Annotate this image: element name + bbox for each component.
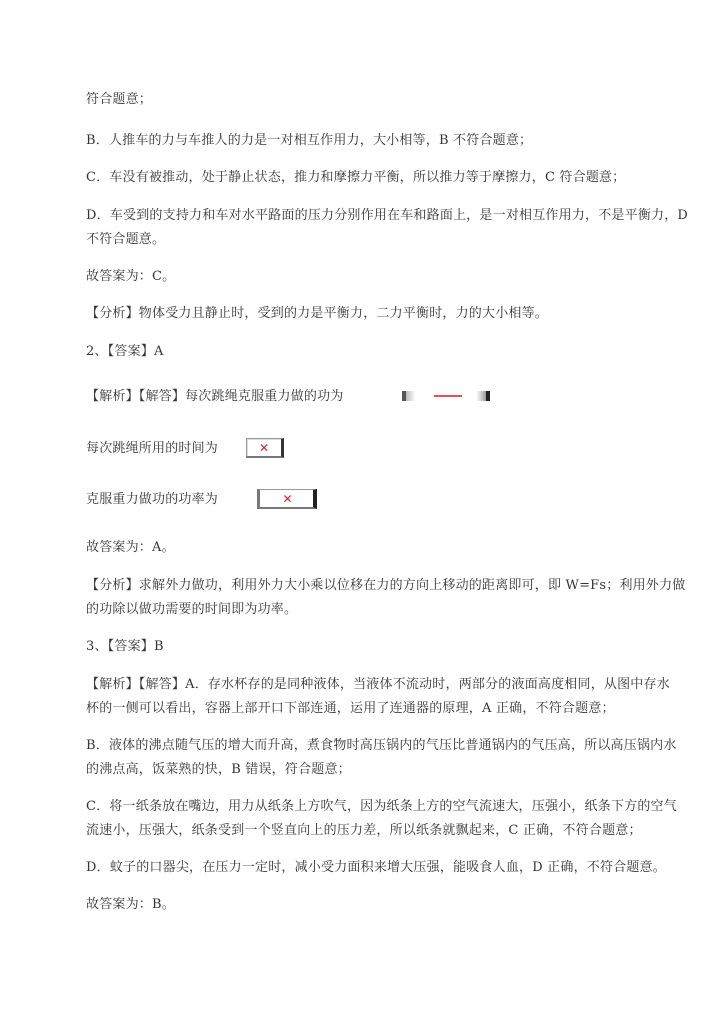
broken-image-mark — [434, 395, 462, 397]
q1-option-d-line1: D．车受到的支持力和车对水平路面的压力分别作用在车和路面上，是一对相互作用力，不是平衡力，D — [86, 208, 689, 223]
q3-answer-heading: 3、【答案】B — [86, 639, 164, 654]
q3-option-b-line1: B．液体的沸点随气压的增大而升高，煮食物时高压锅内的气压比普通锅内的气压高，所以高压锅内水 — [86, 738, 677, 753]
broken-image-icon — [257, 489, 317, 509]
q1-option-a-tail: 符合题意； — [86, 92, 153, 107]
broken-image-icon — [402, 391, 490, 401]
q1-option-c: C．车没有被推动，处于静止状态，推力和摩擦力平衡，所以推力等于摩擦力，C 符合题意； — [86, 170, 626, 185]
q1-option-d-line2: 不符合题意。 — [86, 232, 166, 247]
q1-analysis: 【分析】物体受力且静止时，受到的力是平衡力，二力平衡时，力的大小相等。 — [86, 306, 549, 321]
q3-option-a-line2: 杯的一侧可以看出，容器上部开口下部连通，运用了连通器的原理，A 正确，不符合题意； — [86, 701, 615, 716]
q2-power-line: 克服重力做功的功率为 — [86, 492, 219, 507]
red-x-icon: ✕ — [258, 440, 270, 455]
q2-work-line: 【解析】【解答】每次跳绳克服重力做的功为 — [86, 389, 344, 404]
q3-option-b-line2: 的沸点高，饭菜熟的快，B 错误，符合题意； — [86, 762, 351, 777]
red-x-icon: ✕ — [282, 491, 291, 506]
q3-conclusion: 故答案为：B。 — [86, 897, 175, 912]
q3-option-d: D．蚊子的口器尖，在压力一定时，减小受力面积来增大压强，能吸食人血，D 正确，不符合题意。 — [86, 860, 666, 875]
q2-conclusion: 故答案为：A。 — [86, 540, 175, 555]
q1-option-b: B．人推车的力与车推人的力是一对相互作用力，大小相等，B 不符合题意； — [86, 133, 533, 148]
q3-option-a-line1: 【解析】【解答】A．存水杯存的是同种液体，当液体不流动时，两部分的液面高度相同，从图中存水 — [86, 677, 670, 692]
q2-analysis-line2: 的功除以做功需要的时间即为功率。 — [86, 602, 298, 617]
q3-option-c-line2: 流速小，压强大，纸条受到一个竖直向上的压力差，所以纸条就飘起来，C 正确，不符合题意； — [86, 823, 642, 838]
q1-conclusion: 故答案为：C。 — [86, 269, 176, 284]
q2-analysis-line1: 【分析】求解外力做功，利用外力大小乘以位移在力的方向上移动的距离即可，即 W=Fs；利用外力做 — [86, 578, 686, 593]
q2-time-line: 每次跳绳所用的时间为 — [86, 441, 219, 456]
q2-answer-heading: 2、【答案】A — [86, 344, 164, 359]
q3-option-c-line1: C．将一纸条放在嘴边，用力从纸条上方吹气，因为纸条上方的空气流速大，压强小，纸条下方的空气 — [86, 799, 677, 814]
broken-image-icon — [246, 438, 284, 458]
